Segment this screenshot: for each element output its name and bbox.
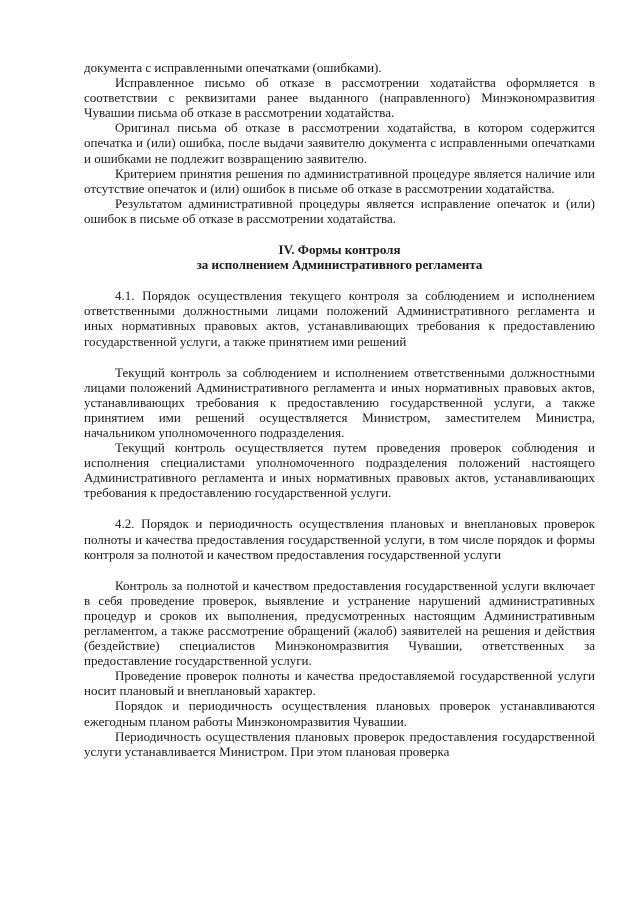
paragraph-continuation: документа с исправленными опечатками (ошибками). — [84, 60, 382, 75]
section-title-line-1: IV. Формы контроля — [278, 242, 401, 258]
paragraph: Исправленное письмо об отказе в рассмотрении ходатайства оформляется в соответствии с реквизитами ранее выданного (направленного) Минэкономразвития Чувашии письма об отказе в рассмотрении ходатайства. — [84, 75, 595, 121]
paragraph: Текущий контроль осуществляется путем проведения проверок соблюдения и исполнения специалистами уполномоченного подразделения положений настоящего Административного регламента и иных нормативных правовых актов, устанавливающих требования к предоставлению государственной услуги. — [84, 440, 595, 501]
section-title-line-2: за исполнением Административного регламента — [196, 257, 483, 273]
paragraph: Контроль за полнотой и качеством предоставления государственной услуги включает в себя проведение проверок, выявление и устранение нарушений административных процедур и сроков их выполнения, предусмотренных настоящим Административным регламентом, а также рассмотрение обращений (жалоб) заявителей на решения и действия (бездействие) специалистов Минэкономразвития Чувашии, ответственных за предоставление государственной услуги. — [84, 577, 595, 669]
paragraph: Оригинал письма об отказе в рассмотрении ходатайства, в котором содержится опечатка и (или) ошибка, после выдачи заявителю документа с исправленными опечатками и ошибками не подлежит возвращению заявителю. — [84, 120, 595, 166]
paragraph: Результатом административной процедуры является исправление опечаток и (или) ошибок в письме об отказе в рассмотрении ходатайства. — [84, 195, 595, 226]
paragraph: Порядок и периодичность осуществления плановых проверок устанавливаются ежегодным планом работы Минэкономразвития Чувашии. — [84, 698, 595, 729]
paragraph: Критерием принятия решения по административной процедуре является наличие или отсутствие опечаток и (или) ошибок в письме об отказе в рассмотрении ходатайства. — [84, 165, 595, 196]
paragraph: Текущий контроль за соблюдением и исполнением ответственными должностными лицами положений Административного регламента и иных нормативных правовых актов, устанавливающих требования к предоставлению государственной услуги, а также принятием ими решений осуществляется Министром, заместителем Министра, начальником уполномоченного подразделения. — [84, 364, 595, 440]
paragraph: Периодичность осуществления плановых проверок предоставления государственной услуги устанавливается Министром. При этом плановая проверка — [84, 728, 595, 759]
paragraph: Проведение проверок полноты и качества предоставляемой государственной услуги носит плановый и внеплановый характер. — [84, 668, 595, 699]
subsection-heading-4-2: 4.2. Порядок и периодичность осуществления плановых и внеплановых проверок полноты и качества предоставления государственной услуги, в том числе порядок и формы контроля за полнотой и качеством предоставления государственной услуги — [84, 516, 595, 562]
section-title — [84, 242, 595, 272]
subsection-heading-4-1: 4.1. Порядок осуществления текущего контроля за соблюдением и исполнением ответственными должностными лицами положений Административного регламента и иных нормативных правовых актов, устанавливающих требования к предоставлению государственной услуги, а также принятием ими решений — [84, 288, 595, 349]
